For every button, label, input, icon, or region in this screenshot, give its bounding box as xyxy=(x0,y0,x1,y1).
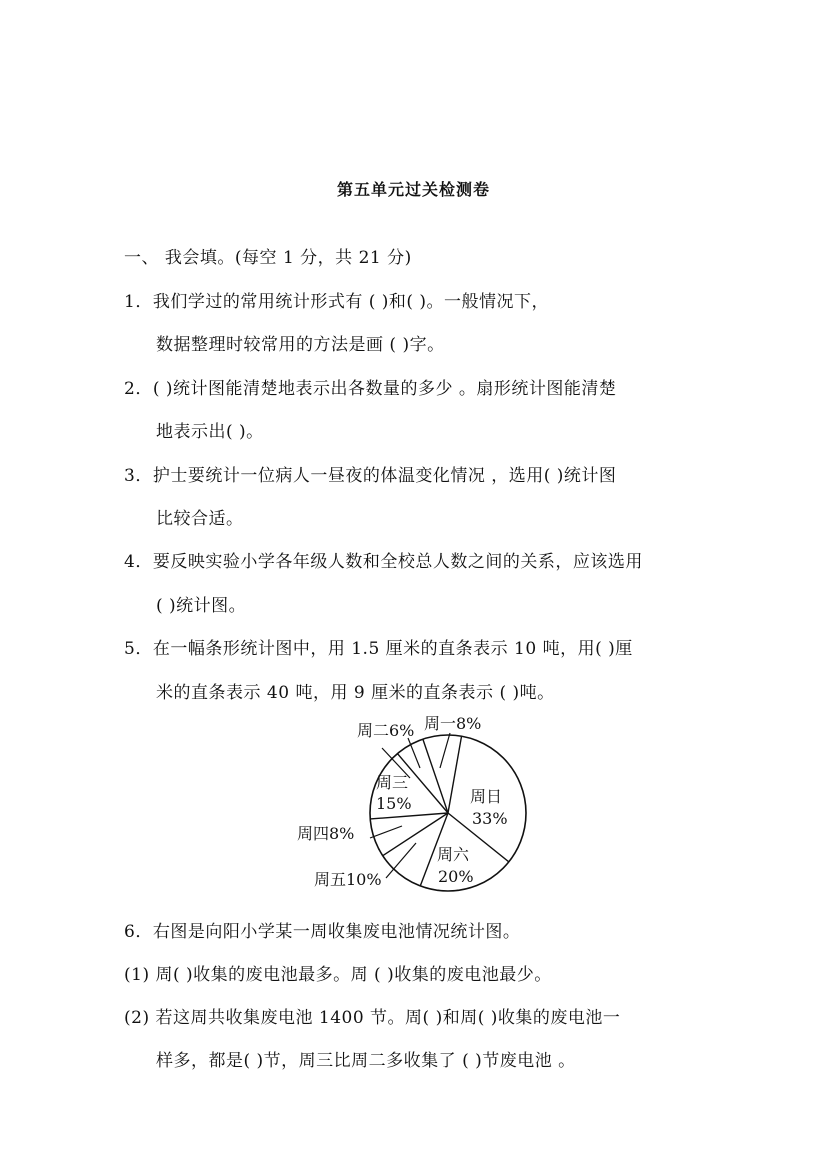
label-sun-val: 33% xyxy=(472,809,508,828)
question-3-line-2: 比较合适。 xyxy=(156,509,244,529)
question-6-part-2-line-2: 样多，都是( )节，周三比周二多收集了 ( )节废电池 。 xyxy=(156,1051,576,1071)
leader-line-3 xyxy=(386,843,416,878)
leader-line-2 xyxy=(370,826,402,838)
pie-chart xyxy=(290,708,530,898)
question-5-line-1: 5．在一幅条形统计图中，用 1.5 厘米的直条表示 10 吨，用( )厘 xyxy=(124,639,633,659)
label-tue: 周二6% xyxy=(357,721,415,740)
question-2-line-1: 2．( )统计图能清楚地表示出各数量的多少 。扇形统计图能清楚 xyxy=(124,379,617,399)
question-4-line-1: 4．要反映实验小学各年级人数和全校总人数之间的关系，应该选用 xyxy=(124,552,643,572)
question-1-line-2: 数据整理时较常用的方法是画 ( )字。 xyxy=(156,335,445,355)
question-4-line-2: ( )统计图。 xyxy=(156,596,247,616)
label-wed-val: 15% xyxy=(376,794,412,813)
section-heading: 一、 我会填。(每空 1 分，共 21 分) xyxy=(124,248,412,268)
question-1-line-1: 1．我们学过的常用统计形式有 ( )和( )。一般情况下， xyxy=(124,292,550,312)
question-6-part-1: (1) 周( )收集的废电池最多。周 ( )收集的废电池最少。 xyxy=(124,965,552,985)
slice-boundary-周三 xyxy=(370,813,448,819)
leader-line-4 xyxy=(440,733,450,768)
question-6-line-1: 6．右图是向阳小学某一周收集废电池情况统计图。 xyxy=(124,922,521,942)
label-wed-name: 周三 xyxy=(376,773,409,792)
question-2-line-2: 地表示出( )。 xyxy=(156,422,264,442)
label-sat-val: 20% xyxy=(438,867,474,886)
question-5-line-2: 米的直条表示 40 吨，用 9 厘米的直条表示 ( )吨。 xyxy=(156,683,555,703)
page-title: 第五单元过关检测卷 xyxy=(336,180,490,199)
slice-boundary-周日 xyxy=(448,736,462,813)
question-6-part-2-line-1: (2) 若这周共收集废电池 1400 节。周( )和周( )收集的废电池一 xyxy=(124,1008,621,1028)
question-3-line-1: 3．护士要统计一位病人一昼夜的体温变化情况 ，选用( )统计图 xyxy=(124,466,617,486)
label-thu: 周四8% xyxy=(297,824,355,843)
label-sat-name: 周六 xyxy=(437,845,470,864)
label-sun-name: 周日 xyxy=(470,787,503,806)
label-fri: 周五10% xyxy=(314,870,382,889)
label-mon: 周一8% xyxy=(424,714,482,733)
slice-boundary-周一 xyxy=(423,739,448,813)
